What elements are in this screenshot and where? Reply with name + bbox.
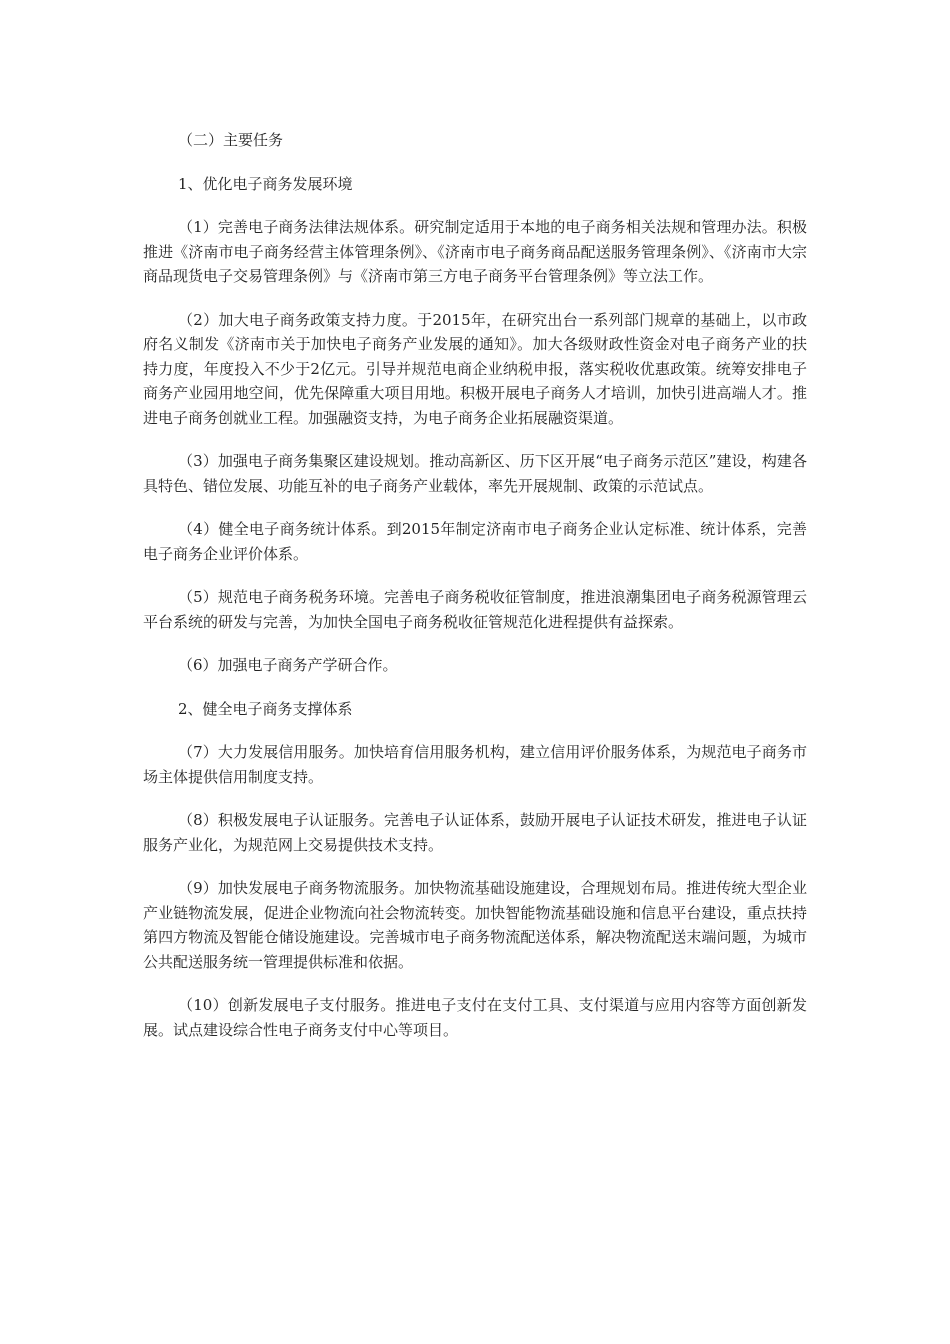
paragraph-item-2: （2）加大电子商务政策支持力度。于2015年，在研究出台一系列部门规章的基础上，以市政府名义制发《济南市关于加快电子商务产业发展的通知》。加大各级财政性资金对电子商务产业的扶持力度，年度投入不少于2亿元。引导并规范电商企业纳税申报，落实税收优惠政策。统筹安排电子商务产业园用地空间，优先保障重大项目用地。积极开展电子商务人才培训，加快引进高端人才。推进电子商务创就业工程。加强融资支持，为电子商务企业拓展融资渠道。 (143, 310, 807, 427)
subsection-heading-1: 1、优化电子商务发展环境 (178, 174, 353, 193)
paragraph-item-1: （1）完善电子商务法律法规体系。研究制定适用于本地的电子商务相关法规和管理办法。积极推进《济南市电子商务经营主体管理条例》、《济南市电子商务商品配送服务管理条例》、《济南市大宗商品现货电子交易管理条例》与《济南市第三方电子商务平台管理条例》等立法工作。 (143, 218, 807, 285)
section-heading: （二）主要任务 (178, 131, 284, 149)
paragraph-item-3: （3）加强电子商务集聚区建设规划。推动高新区、历下区开展“电子商务示范区”建设，构建各具特色、错位发展、功能互补的电子商务产业载体，率先开展规制、政策的示范试点。 (143, 452, 807, 495)
subsection-heading-2: 2、健全电子商务支撑体系 (178, 699, 353, 718)
paragraph-item-5: （5）规范电子商务税务环境。完善电子商务税收征管制度，推进浪潮集团电子商务税源管理云平台系统的研发与完善，为加快全国电子商务税收征管规范化进程提供有益探索。 (143, 588, 807, 631)
paragraph-item-4: （4）健全电子商务统计体系。到2015年制定济南市电子商务企业认定标准、统计体系，完善电子商务企业评价体系。 (143, 520, 807, 563)
document-body (143, 128, 807, 1061)
paragraph-item-8: （8）积极发展电子认证服务。完善电子认证体系，鼓励开展电子认证技术研发，推进电子认证服务产业化，为规范网上交易提供技术支持。 (143, 811, 807, 854)
paragraph-item-9: （9）加快发展电子商务物流服务。加快物流基础设施建设，合理规划布局。推进传统大型企业产业链物流发展，促进企业物流向社会物流转变。加快智能物流基础设施和信息平台建设，重点扶持第四方物流及智能仓储设施建设。完善城市电子商务物流配送体系，解决物流配送末端问题，为城市公共配送服务统一管理提供标准和依据。 (143, 879, 807, 971)
paragraph-item-10: （10）创新发展电子支付服务。推进电子支付在支付工具、支付渠道与应用内容等方面创新发展。试点建设综合性电子商务支付中心等项目。 (143, 996, 807, 1039)
paragraph-item-7: （7）大力发展信用服务。加快培育信用服务机构，建立信用评价服务体系，为规范电子商务市场主体提供信用制度支持。 (143, 743, 807, 786)
paragraph-item-6: （6）加强电子商务产学研合作。 (178, 656, 398, 674)
